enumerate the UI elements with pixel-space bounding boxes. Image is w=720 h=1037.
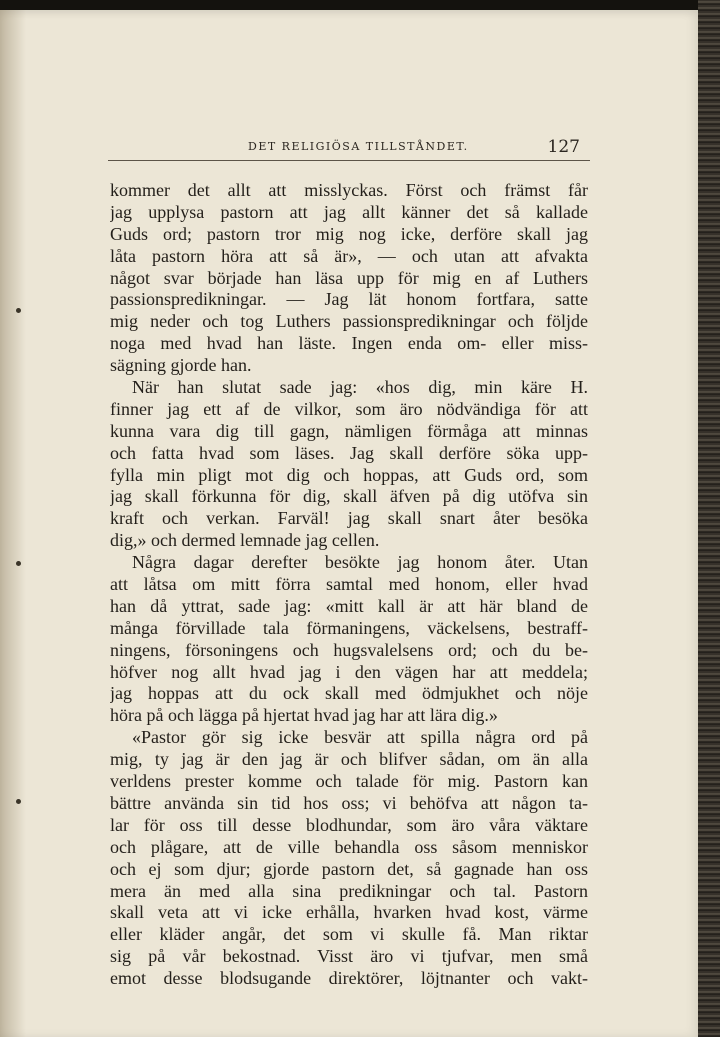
text-line: något svar började han läsa upp för mig en af Luthers [110,267,588,288]
text-line: kommer det allt att misslyckas. Först och främst får [110,180,588,200]
page-header [108,138,590,161]
text-line: sägning gjorde han. [110,355,252,376]
text-line: Några dagar derefter besökte jag honom åter. Utan [132,552,588,573]
running-head: DET RELIGIÖSA TILLSTÅNDET. [248,140,469,153]
text-line: att låtsa om mitt förra samtal med honom, eller hvad [110,574,588,595]
text-line: ningens, försoningens och hugsvalelsens ord; och du be- [110,639,588,660]
spine-shadow [0,10,26,1037]
text-line: många förvillade tala förmaningens, väckelsens, bestraff- [110,617,588,638]
text-line: noga med hvad han läste. Ingen enda om- eller miss- [110,333,588,354]
text-line: skall veta att vi icke erhålla, hvarken hvad kost, värme [110,902,588,923]
text-line: verldens prester komme och talade för mig. Pastorn kan [110,771,588,792]
text-line: och fatta hvad som läses. Jag skall derföre söka upp- [110,442,588,463]
page-number: 127 [547,137,580,157]
text-line: kunna vara dig till gagn, nämligen förmåga att minnas [110,420,588,441]
margin-mark [16,799,21,804]
text-line: och plågare, att de ville behandla oss såsom menniskor [110,836,588,857]
text-line: fylla min pligt mot dig och hoppas, att Guds ord, som [110,464,588,485]
text-line: sig på vår bekostnad. Visst äro vi tjufvar, men små [110,946,588,967]
text-line: mig, ty jag är den jag är och blifver sådan, om än alla [110,749,588,770]
text-line: höra på och lägga på hjertat hvad jag har att lära dig.» [110,705,498,726]
text-line: bättre använda sin tid hos oss; vi behöfva att någon ta- [110,792,588,813]
text-line: eller kläder angår, det som vi skulle få. Man riktar [110,924,588,945]
text-line: han då yttrat, sade jag: «mitt kall är att här bland de [110,595,588,616]
text-line: «Pastor gör sig icke besvär att spilla några ord på [132,727,588,748]
text-line: dig,» och dermed lemnade jag cellen. [110,530,380,551]
book-page [0,10,700,1037]
margin-mark [16,561,21,566]
margin-mark [16,308,21,313]
text-line: passionspredikningar. — Jag lät honom fortfara, satte [110,289,588,310]
text-line: jag skall förkunna för dig, skall äfven på dig utöfva sin [110,486,588,507]
text-line: finner jag ett af de vilkor, som äro nödvändiga för att [110,398,588,419]
text-line: låta pastorn höra att så är», — och utan att afvakta [110,245,588,266]
text-line: lar för oss till desse blodhundar, som äro våra väktare [110,814,588,835]
text-line: höfver nog allt hvad jag i den vägen har att meddela; [110,661,588,682]
text-line: kraft och verkan. Farväl! jag skall snart åter besöka [110,508,588,529]
text-line: mig neder och tog Luthers passionspredikningar och följde [110,311,588,332]
page-edge [698,0,720,1037]
text-line: och ej som djur; gjorde pastorn det, så gagnade han oss [110,858,588,879]
text-line: När han slutat sade jag: «hos dig, min käre H. [132,377,588,398]
text-line: emot desse blodsugande direktörer, löjtnanter och vakt- [110,968,588,989]
text-line: jag upplysa pastorn att jag allt känner det så kallade [110,201,588,222]
text-line: mera än med alla sina predikningar och tal. Pastorn [110,880,588,901]
body-text [110,180,588,990]
text-line: jag hoppas att du ock skall med ödmjukhet och nöje [110,683,588,704]
text-line: Guds ord; pastorn tror mig nog icke, derföre skall jag [110,223,588,244]
